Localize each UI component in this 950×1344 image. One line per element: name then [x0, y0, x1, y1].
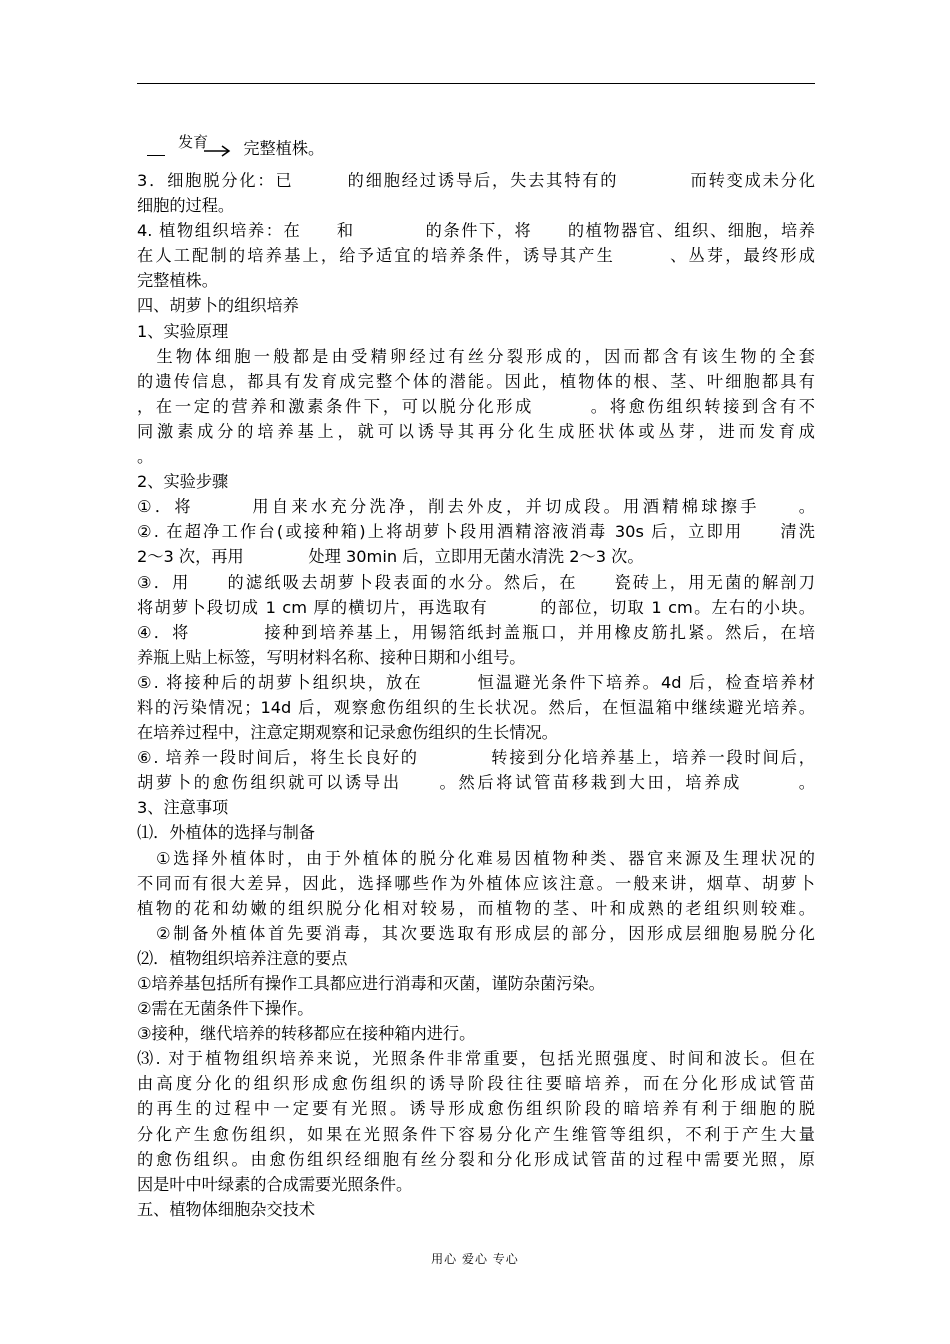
text-line: 在人工配制的培养基上，给予适宜的培养条件，诱导其产生 、丛芽，最终形成 [137, 246, 815, 266]
subsection-heading: 3、注意事项 [137, 798, 229, 818]
header-rule [137, 83, 815, 84]
text-line: 。 [137, 447, 154, 467]
section-heading: 四、胡萝卜的组织培养 [137, 296, 299, 316]
text-line: 胡萝卜的愈伤组织就可以诱导出 。然后将试管苗移栽到大田，培养成 。 [137, 773, 815, 793]
text-line: 细胞的过程。 [137, 196, 235, 216]
text-line: 3．细胞脱分化：已 的细胞经过诱导后，失去其特有的 而转变成未分化 [137, 171, 815, 190]
subsection-heading: 2、实验步骤 [137, 472, 229, 492]
text-line: 2～3 次，再用 处理 30min 后，立即用无菌水清洗 2～3 次。 [137, 547, 644, 567]
subsection-heading: ⑵．植物组织培养注意的要点 [137, 948, 348, 968]
text-line: ②需在无菌条件下操作。 [137, 999, 314, 1019]
text-line: ③接种，继代培养的转移都应在接种箱内进行。 [137, 1024, 476, 1044]
text-line: ⑥. 培养一段时间后，将生长良好的 转接到分化培养基上，培养一段时间后， [137, 748, 815, 768]
subsection-heading: 1、实验原理 [137, 321, 229, 341]
text-line: 生物体细胞一般都是由受精卵经过有丝分裂形成的，因而都含有该生物的全套 [137, 346, 815, 366]
text-line: 分化产生愈伤组织，如果在光照条件下容易分化产生维管等组织，不利于产生大量 [137, 1124, 815, 1144]
text-line: 完整植株。 [137, 271, 218, 291]
first-line-text: 完整植株。 [243, 139, 325, 158]
text-line: ，在一定的营养和激素条件下，可以脱分化形成 。将愈伤组织转接到含有不 [137, 396, 815, 416]
text-line: 植物的花和幼嫩的组织脱分化相对较易，而植物的茎、叶和成熟的老组织则较难。 [137, 898, 815, 918]
arrow-label: 发育 [178, 132, 209, 151]
arrow-group [174, 132, 234, 165]
text-line: ②制备外植体首先要消毒，其次要选取有形成层的部分，因形成层细胞易脱分化 [137, 923, 815, 943]
text-line: 养瓶上贴上标签，写明材料名称、接种日期和小组号。 [137, 647, 526, 667]
text-line: ⑤. 将接种后的胡萝卜组织块，放在 恒温避光条件下培养。4d 后，检查培养材 [137, 672, 815, 692]
text-line: ①．将 用自来水充分洗净，削去外皮，并切成段。用酒精棉球擦手 。 [137, 497, 815, 517]
text-line: 料的污染情况；14d 后，观察愈伤组织的生长状况。然后，在恒温箱中继续避光培养。 [137, 697, 815, 717]
section-heading: 五、植物体细胞杂交技术 [137, 1199, 316, 1219]
text-line: ⑶. 对于植物组织培养来说，光照条件非常重要，包括光照强度、时间和波长。但在 [137, 1049, 815, 1069]
text-line: 同激素成分的培养基上，就可以诱导其再分化生成胚状体或丛芽，进而发育成 [137, 421, 815, 441]
text-line: 4. 植物组织培养：在 和 的条件下，将 的植物器官、组织、细胞，培养 [137, 221, 815, 241]
text-line: 因是叶中叶绿素的合成需要光照条件。 [137, 1174, 413, 1194]
text-line: ①选择外植体时，由于外植体的脱分化难易因植物种类、器官来源及生理状况的 [137, 848, 815, 868]
text-line: 的再生的过程中一定要有光照。诱导形成愈伤组织阶段的暗培养有利于细胞的脱 [137, 1099, 815, 1119]
text-line: 由高度分化的组织形成愈伤组织的诱导阶段往往要暗培养，而在分化形成试管苗 [137, 1074, 815, 1094]
blank-underline [147, 135, 165, 156]
text-line: 的愈伤组织。由愈伤组织经细胞有丝分裂和分化形成试管苗的过程中需要光照，原 [137, 1149, 815, 1169]
first-line [137, 130, 815, 168]
text-line: 不同而有很大差异，因此，选择哪些作为外植体应该注意。一般来讲，烟草、胡萝卜 [137, 873, 815, 893]
text-line: ①培养基包括所有操作工具都应进行消毒和灭菌，谨防杂菌污染。 [137, 974, 605, 993]
page-footer: 用心 爱心 专心 [431, 1252, 519, 1266]
text-line: 的遗传信息，都具有发育成完整个体的潜能。因此，植物体的根、茎、叶细胞都具有 [137, 371, 815, 391]
text-line: 在培养过程中，注意定期观察和记录愈伤组织的生长情况。 [137, 723, 558, 743]
text-line: ④．将 接种到培养基上，用锡箔纸封盖瓶口，并用橡皮筋扎紧。然后，在培 [137, 622, 815, 642]
document-body [137, 130, 815, 1222]
right-arrow-icon [204, 145, 232, 157]
subsection-heading: ⑴．外植体的选择与制备 [137, 823, 316, 843]
text-line: ②. 在超净工作台(或接种箱)上将胡萝卜段用酒精溶液消毒 30s 后，立即用 清洗 [137, 522, 815, 542]
text-line: 将胡萝卜段切成 1 cm 厚的横切片，再选取有 的部位，切取 1 cm。左右的小块。 [137, 597, 815, 617]
text-line: ③．用 的滤纸吸去胡萝卜段表面的水分。然后，在 瓷砖上，用无菌的解剖刀 [137, 572, 815, 592]
